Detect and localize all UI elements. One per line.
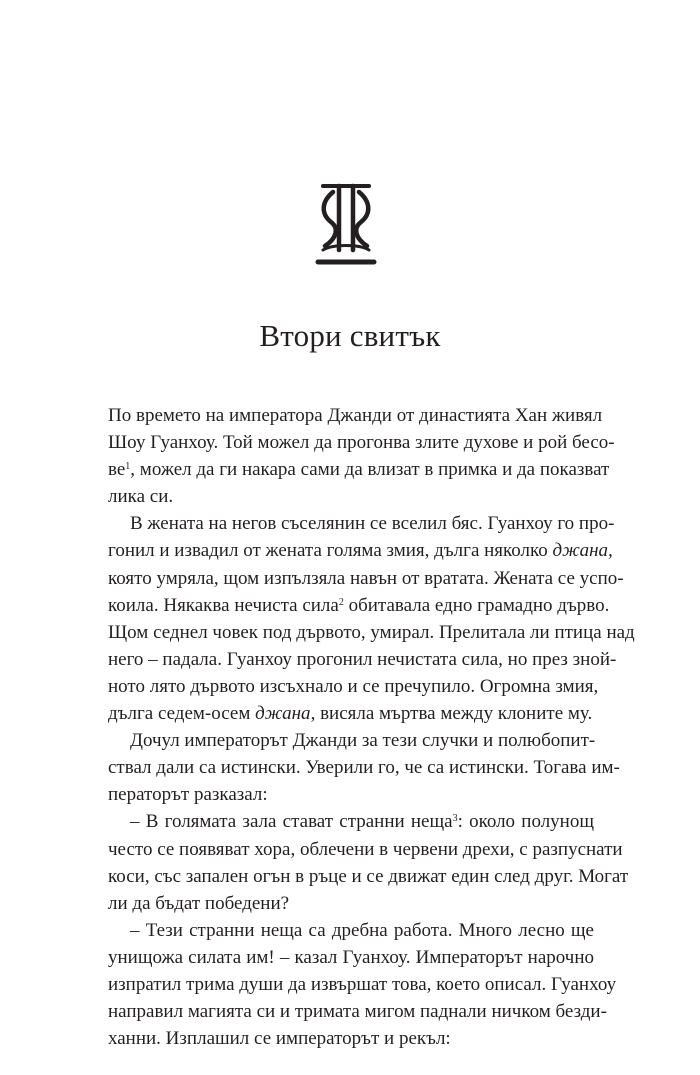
text-run: гонил и извадил от жената голяма змия, дълга няколко xyxy=(108,540,553,562)
chapter-title: Втори свитък xyxy=(259,318,441,353)
text-line xyxy=(108,619,635,646)
text-run: ното лято дървото изсъхнало и се пречупило. Огромна змия, xyxy=(108,675,599,697)
text-run: изпратил трима души да извършат това, което описал. Гуанхоу xyxy=(108,973,617,995)
text-run: често се появяват хора, облечени в червени дрехи, с разпуснати xyxy=(108,838,623,860)
text-run: ли да бъдат победени? xyxy=(108,892,290,914)
text-line xyxy=(108,402,603,429)
text-line xyxy=(108,646,617,673)
text-run: ствал дали са истински. Уверили го, че са истински. Тогава им- xyxy=(108,757,620,779)
text-line xyxy=(108,727,594,754)
footnote-marker: 1 xyxy=(125,461,131,473)
text-line xyxy=(108,863,629,890)
text-line xyxy=(108,836,623,863)
text-line xyxy=(108,565,624,592)
footnote-marker: 2 xyxy=(338,596,344,608)
text-run: Шоу Гуанхоу. Той можел да прогонва злите духове и рой бесо- xyxy=(108,432,615,454)
text-run: Щом седнел човек под дървото, умирал. Прелитала ли птица над xyxy=(108,621,635,643)
text-line xyxy=(108,673,599,700)
text-run: : около полунощ xyxy=(457,811,594,833)
text-line xyxy=(108,456,610,483)
text-run: коила. Някаква нечиста сила xyxy=(108,594,339,616)
text-run: В жената на негов съселянин се вселил бяс. Гуанхоу го про- xyxy=(130,513,615,535)
text-run: ве xyxy=(108,459,126,481)
text-run: която умряла, щом изпълзяла навън от вратата. Жената се успо- xyxy=(108,567,624,589)
text-run: ханни. Изплашил се императорът и рекъл: xyxy=(108,1028,451,1050)
footnote-marker: 3 xyxy=(452,813,458,825)
text-line xyxy=(108,510,615,537)
text-line xyxy=(108,998,607,1025)
text-line xyxy=(108,429,615,456)
text-line xyxy=(108,781,594,808)
text-run: – Тези странни неща са дребна работа. Много лесно ще xyxy=(130,919,594,941)
text-line xyxy=(108,890,594,917)
text-run: него – падала. Гуанхоу прогонил нечистата сила, но през зной- xyxy=(108,648,617,670)
text-run: – В голямата зала стават странни неща xyxy=(130,811,453,833)
text-run: По времето на императора Джанди от династията Хан живял xyxy=(108,405,603,426)
italic-term: джана xyxy=(255,703,311,725)
text-line xyxy=(108,754,620,781)
vase-glyph-icon xyxy=(313,180,379,272)
italic-term: джана, xyxy=(552,540,613,562)
text-run: лика си. xyxy=(108,486,174,508)
text-line xyxy=(108,483,594,510)
text-run: Дочул императорът Джанди за тези случки и полюбопит- xyxy=(130,730,596,752)
text-run: дълга седем-осем xyxy=(108,703,256,725)
text-run: , можел да ги накара сами да влизат в примка и да показват xyxy=(130,459,610,481)
text-line xyxy=(108,700,594,727)
body-text xyxy=(108,402,635,1052)
text-line xyxy=(108,592,610,619)
text-line xyxy=(108,808,594,835)
text-run: обитавала едно грамадно дърво. xyxy=(343,594,610,616)
text-run: ператорът разказал: xyxy=(108,784,268,806)
text-line xyxy=(108,917,594,944)
text-line xyxy=(108,944,594,971)
text-line xyxy=(108,537,613,564)
text-run: направил магията си и тримата мигом паднали ничком безди- xyxy=(108,1001,607,1023)
text-line xyxy=(108,971,617,998)
text-run: унищожа силата им! – казал Гуанхоу. Императорът нарочно xyxy=(108,946,594,968)
text-run: , висяла мъртва между клоните му. xyxy=(310,703,593,725)
text-line xyxy=(108,1025,594,1052)
text-run: коси, със запален огън в ръце и се движат един след друг. Могат xyxy=(108,865,629,887)
